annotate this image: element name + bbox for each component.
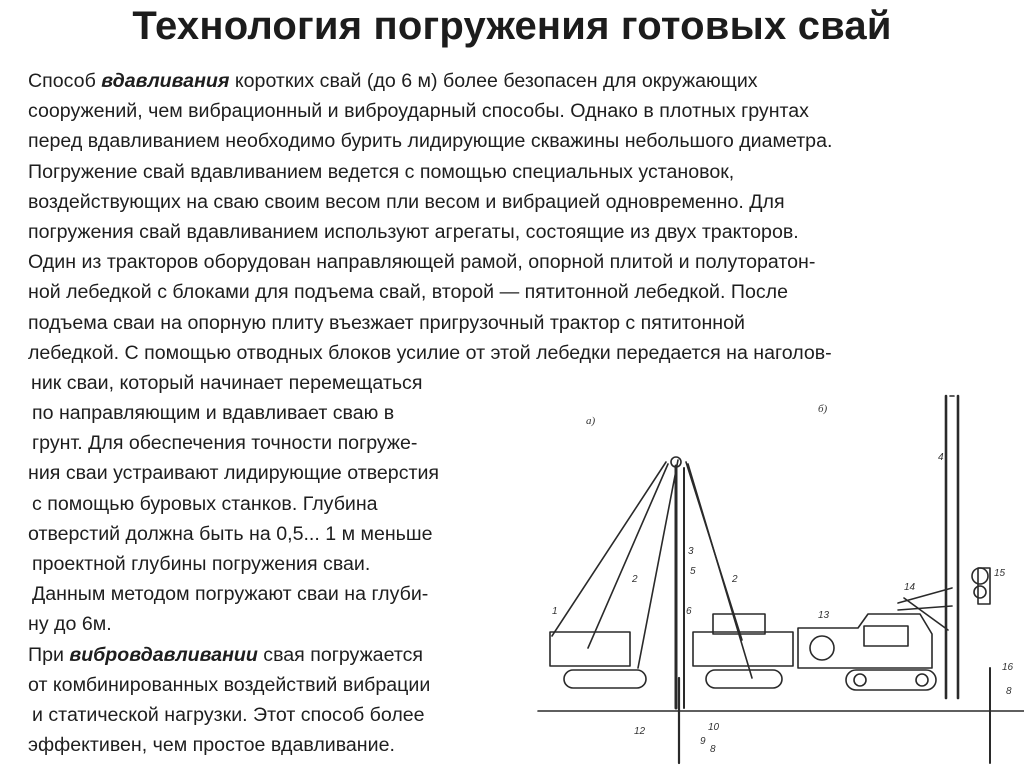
- label-a: а): [586, 415, 596, 427]
- callout-num: 6: [686, 606, 692, 617]
- track-b: [846, 670, 936, 690]
- text-line: ния сваи устраивают лидирующие отверстия: [28, 462, 440, 485]
- text-line: ну до 6м.: [28, 613, 112, 636]
- callout-num: 2: [732, 574, 738, 585]
- text-line: лебедкой. С помощью отводных блоков усилие от этой лебедки передается на наголов-: [28, 341, 832, 364]
- callout-num: 9: [700, 736, 706, 747]
- pile-rig-drawing: [528, 378, 1024, 767]
- text-line: от комбинированных воздействий вибрации: [28, 673, 431, 696]
- text-line: по направляющим и вдавливает сваю в: [32, 402, 395, 425]
- track-a-left: [564, 670, 646, 688]
- callout-num: 8: [1006, 686, 1012, 697]
- wheel-b2: [916, 674, 928, 686]
- block-b2: [974, 586, 986, 598]
- pile-rig-figure: [528, 378, 1024, 767]
- page-title: Технология погружения готовых свай: [132, 4, 892, 48]
- text-line: сооружений, чем вибрационный и виброударный способы. Однако в плотных грунтах: [28, 100, 809, 123]
- body-a-left: [550, 632, 630, 666]
- callout-num: 15: [994, 568, 1006, 579]
- drum-b: [810, 636, 834, 660]
- text-line: Один из тракторов оборудован направляющей рамой, опорной плитой и полуторатон-: [28, 251, 816, 274]
- cable-b2: [898, 606, 952, 610]
- callout-num: 10: [708, 722, 720, 733]
- term-pressing: вдавливания: [101, 70, 230, 92]
- text-line: подъема сваи на опорную плиту въезжает пригрузочный трактор с пятитонной: [28, 311, 745, 334]
- cable-a-brace: [588, 464, 668, 648]
- text-line: перед вдавливанием необходимо бурить лидирующие скважины небольшого диаметра.: [28, 130, 833, 153]
- callout-num: 14: [904, 582, 916, 593]
- cable-a-mid: [638, 460, 678, 668]
- callout-num: 12: [634, 726, 646, 737]
- callout-num: 5: [690, 566, 696, 577]
- text-line: Погружение свай вдавливанием ведется с помощью специальных установок,: [28, 160, 735, 183]
- text-line: с помощью буровых станков. Глубина: [32, 492, 378, 515]
- text-line: При вибровдавливании свая погружается: [28, 643, 423, 666]
- text-line: ной лебедкой с блоками для подъема свай, второй — пятитонной лебедкой. После: [28, 281, 788, 304]
- text-line: погружения свай вдавливанием используют агрегаты, состоящие из двух тракторов.: [28, 220, 799, 243]
- callout-num: 1: [552, 606, 558, 617]
- label-b: б): [818, 403, 828, 415]
- cable-a-right2: [688, 464, 752, 678]
- callout-num: 16: [1002, 662, 1014, 673]
- text-line: проектной глубины погружения сваи.: [32, 553, 371, 575]
- term-vibropressing: вибровдавливании: [69, 643, 258, 666]
- block-b1: [972, 568, 988, 584]
- wheel-b1: [854, 674, 866, 686]
- text-line: эффективен, чем простое вдавливание.: [28, 734, 395, 757]
- callout-num: 4: [938, 452, 944, 463]
- text-line: Способ вдавливания коротких свай (до 6 м) более безопасен для окружающих: [28, 70, 758, 92]
- callout-num: 3: [688, 546, 694, 557]
- callout-num: 2: [632, 574, 638, 585]
- text-line: грунт. Для обеспечения точности погруже-: [32, 432, 418, 455]
- cab-b: [864, 626, 908, 646]
- text-line: отверстий должна быть на 0,5... 1 м меньше: [28, 522, 433, 545]
- callout-num: 8: [710, 744, 716, 755]
- text-line: и статической нагрузки. Этот способ более: [32, 703, 425, 726]
- track-a-right: [706, 670, 782, 688]
- text-line: ник сваи, который начинает перемещаться: [31, 371, 423, 394]
- text-line: воздействующих на сваю своим весом пли весом и вибрацией одновременно. Для: [28, 190, 785, 213]
- callout-num: 13: [818, 610, 830, 621]
- text-line: Данным методом погружают сваи на глуби-: [32, 583, 429, 606]
